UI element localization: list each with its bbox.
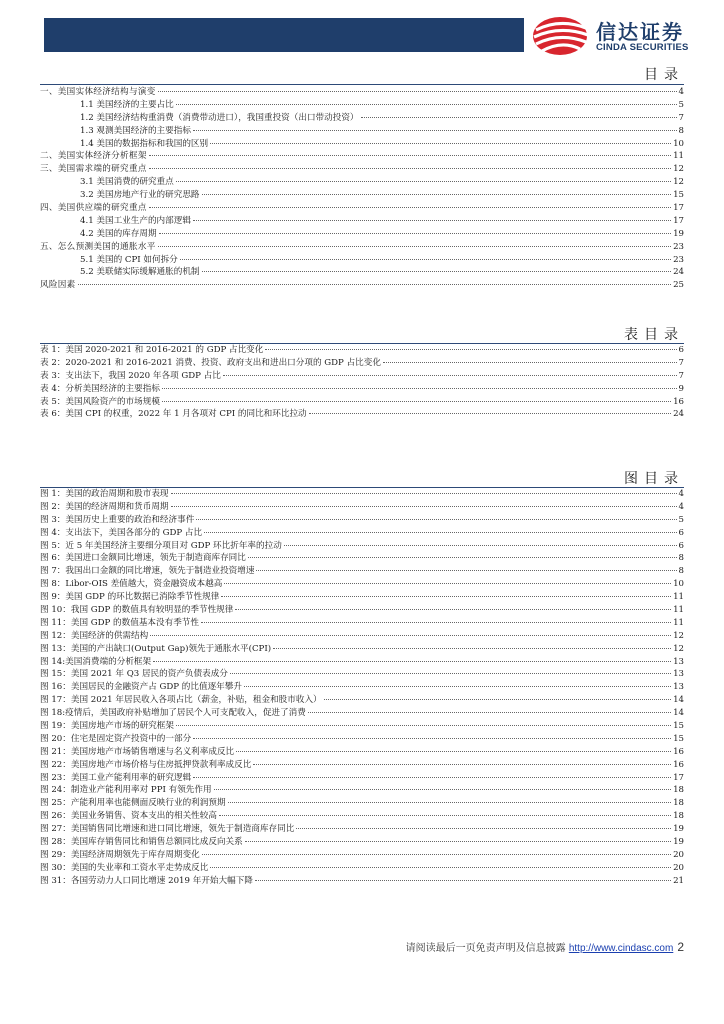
- table-entry-label: 表 2：2020-2021 和 2016-2021 消费、投资、政府支出和进出口分项的 GDP 占比变化: [40, 357, 381, 368]
- figure-entry-label: 图 18:疫情后，美国政府补贴增加了居民个人可支配收入，促进了消费: [40, 708, 306, 719]
- dot-leader: [221, 596, 671, 597]
- figure-entry-label: 图 17：美国 2021 年居民收入各项占比（薪金，补贴，租金和股市收入）: [40, 695, 322, 706]
- figure-entry-label: 图 25：产能利用率也能侧面反映行业的利润预期: [40, 798, 226, 809]
- brand-cn: 信达证券: [596, 20, 684, 44]
- toc-entry[interactable]: [40, 138, 684, 151]
- footer: [406, 939, 684, 954]
- figure-entry[interactable]: [40, 707, 684, 720]
- page-number: 2: [677, 940, 684, 954]
- dot-leader: [245, 841, 671, 842]
- figure-entry-label: 图 9：美国 GDP 的环比数据已消除季节性规律: [40, 592, 220, 603]
- table-entry-page: 16: [673, 396, 684, 407]
- dot-leader: [202, 271, 672, 272]
- toc-entry-page: 23: [673, 241, 684, 252]
- dot-leader: [193, 220, 671, 221]
- figure-entry[interactable]: [40, 501, 684, 514]
- figure-entry[interactable]: [40, 875, 684, 888]
- dot-leader: [253, 764, 671, 765]
- toc-entry[interactable]: [40, 150, 684, 163]
- toc-entry-page: 15: [673, 190, 684, 201]
- dot-leader: [149, 168, 671, 169]
- toc-entry-label: 三、美国需求端的研究重点: [40, 164, 147, 175]
- figure-entry[interactable]: [40, 823, 684, 836]
- figure-entry-page: 15: [673, 733, 684, 744]
- figure-entry[interactable]: [40, 565, 684, 578]
- figure-entry-label: 图 8：Libor-OIS 差值越大，资金融资成本越高: [40, 579, 223, 590]
- toc-entry-page: 12: [673, 164, 684, 175]
- toc-entry[interactable]: [40, 266, 684, 279]
- figure-entry-label: 图 24：制造业产能利用率对 PPI 有领先作用: [40, 785, 212, 796]
- figure-entry-page: 6: [678, 527, 684, 538]
- figure-entry-label: 图 7：我国出口金额的同比增速，领先于制造业投资增速: [40, 566, 255, 577]
- figure-entry-page: 19: [673, 837, 684, 848]
- dot-leader: [236, 751, 671, 752]
- figure-entry-page: 17: [673, 772, 684, 783]
- figure-entry-page: 13: [673, 656, 684, 667]
- figure-entry-label: 图 28：美国库存销售同比和销售总额同比成反向关系: [40, 837, 243, 848]
- dot-leader: [159, 233, 672, 234]
- table-entry-label: 表 5：美国风险资产的市场规模: [40, 396, 160, 407]
- figure-entry[interactable]: [40, 681, 684, 694]
- toc-entry[interactable]: [40, 163, 684, 176]
- dot-leader: [210, 143, 671, 144]
- dot-leader: [210, 867, 671, 868]
- table-entry-page: 9: [678, 383, 684, 394]
- table-entry[interactable]: [40, 396, 684, 409]
- dot-leader: [78, 284, 671, 285]
- toc-entry-page: 4: [678, 87, 684, 97]
- table-entry-page: 7: [678, 370, 684, 381]
- figure-entry[interactable]: [40, 694, 684, 707]
- dot-leader: [196, 519, 676, 520]
- toc-entry[interactable]: [40, 202, 684, 215]
- toc-entry-page: 12: [673, 177, 684, 188]
- dot-leader: [149, 155, 671, 156]
- dot-leader: [228, 802, 672, 803]
- figure-entry-page: 10: [673, 579, 684, 590]
- figure-entry[interactable]: [40, 643, 684, 656]
- figure-entry-label: 图 31：各国劳动力人口同比增速 2019 年开始大幅下降: [40, 875, 253, 886]
- figure-entry[interactable]: [40, 862, 684, 875]
- dot-leader: [256, 570, 676, 571]
- tables-title: 表目录: [624, 327, 684, 343]
- figure-entry[interactable]: [40, 810, 684, 823]
- dot-leader: [235, 609, 671, 610]
- figure-entry-label: 图 29：美国经济周期领先于库存周期变化: [40, 849, 200, 860]
- figure-entry[interactable]: [40, 759, 684, 772]
- table-entry-label: 表 4：分析美国经济的主要指标: [40, 383, 160, 394]
- figure-entry-page: 18: [673, 785, 684, 796]
- figure-entry[interactable]: [40, 514, 684, 527]
- figure-entry-page: 16: [673, 746, 684, 757]
- figure-entry-page: 8: [678, 553, 684, 564]
- tables-list: [40, 344, 684, 421]
- dot-leader: [193, 738, 671, 739]
- figure-entry-page: 20: [673, 862, 684, 873]
- figure-entry[interactable]: [40, 578, 684, 591]
- dot-leader: [230, 673, 671, 674]
- toc-entry-label: 4.2 美国的库存周期: [80, 228, 157, 239]
- dot-leader: [150, 635, 671, 636]
- toc-entry-label: 1.2 美国经济结构重消费（消费带动进口），我国重投资（出口带动投资）: [80, 112, 359, 123]
- figure-entry[interactable]: [40, 630, 684, 643]
- dot-leader: [149, 207, 671, 208]
- figure-entry-page: 11: [673, 605, 684, 616]
- dot-leader: [265, 349, 676, 350]
- toc-entry-label: 四、美国供应端的研究重点: [40, 203, 147, 214]
- toc-entry[interactable]: [40, 241, 684, 254]
- figure-entry-page: 5: [678, 514, 684, 525]
- dot-leader: [296, 828, 671, 829]
- toc-entry-page: 23: [673, 254, 684, 265]
- figure-entry-page: 11: [673, 617, 684, 628]
- dot-leader: [171, 493, 677, 494]
- figure-entry[interactable]: [40, 617, 684, 630]
- table-entry-label: 表 3：支出法下，我国 2020 年各项 GDP 占比: [40, 370, 221, 381]
- figure-entry-label: 图 26：美国业务销售、资本支出的相关性较高: [40, 811, 217, 822]
- dot-leader: [361, 117, 677, 118]
- figure-entry-page: 15: [673, 721, 684, 732]
- dot-leader: [158, 91, 677, 92]
- figure-entry-label: 图 5：近 5 年美国经济主要细分项目对 GDP 环比折年率的拉动: [40, 540, 282, 551]
- dot-leader: [158, 246, 671, 247]
- dot-leader: [193, 777, 671, 778]
- toc-entry[interactable]: [40, 254, 684, 267]
- figure-entry[interactable]: [40, 784, 684, 797]
- toc-entry-page: 19: [673, 228, 684, 239]
- toc-entry-label: 五、怎么预测美国的通胀水平: [40, 241, 156, 252]
- dot-leader: [244, 686, 671, 687]
- figure-entry-label: 图 14:美国消费端的分析框架: [40, 656, 152, 667]
- table-entry[interactable]: [40, 344, 684, 357]
- toc-entry-page: 25: [673, 280, 684, 291]
- figures-title: 图目录: [624, 471, 684, 487]
- figure-entry-label: 图 23：美国工业产能利用率的研究逻辑: [40, 772, 192, 783]
- figure-entry-page: 6: [678, 540, 684, 551]
- figure-entry-page: 18: [673, 811, 684, 822]
- figure-entry[interactable]: [40, 746, 684, 759]
- figure-entry[interactable]: [40, 552, 684, 565]
- figure-entry-label: 图 1：美国的政治周期和股市表现: [40, 489, 169, 499]
- figure-entry-page: 8: [678, 566, 684, 577]
- table-entry[interactable]: [40, 370, 684, 383]
- dot-leader: [255, 880, 671, 881]
- dot-leader: [273, 648, 671, 649]
- toc-entry-label: 一、美国实体经济结构与演变: [40, 87, 156, 97]
- toc-entry[interactable]: [40, 112, 684, 125]
- header-bar: [44, 18, 524, 52]
- toc-entry-label: 1.4 美国的数据指标和我国的区别: [80, 138, 209, 149]
- figure-entry-label: 图 3：美国历史上重要的政治和经济事件: [40, 514, 195, 525]
- toc-entry-page: 11: [673, 151, 684, 162]
- dot-leader: [224, 583, 671, 584]
- toc-entry-label: 1.1 美国经济的主要占比: [80, 99, 174, 110]
- toc-entry-page: 17: [673, 215, 684, 226]
- figure-entry[interactable]: [40, 604, 684, 617]
- figure-entry[interactable]: [40, 836, 684, 849]
- dot-leader: [193, 130, 677, 131]
- figure-entry-page: 18: [673, 798, 684, 809]
- dot-leader: [308, 712, 671, 713]
- toc-entry[interactable]: [40, 228, 684, 241]
- cinda-logo: [530, 14, 710, 58]
- toc-entry[interactable]: [40, 279, 684, 292]
- figure-entry-label: 图 4：支出法下，美国各部分的 GDP 占比: [40, 527, 203, 538]
- website-link[interactable]: http://www.cindasc.com: [568, 943, 674, 954]
- toc-entry[interactable]: [40, 99, 684, 112]
- figure-entry[interactable]: [40, 733, 684, 746]
- dot-leader: [223, 375, 677, 376]
- figure-entry-page: 14: [673, 708, 684, 719]
- toc-entry-label: 5.2 美联储实际缓解通胀的机制: [80, 267, 200, 278]
- toc-entry-page: 10: [673, 138, 684, 149]
- toc-entry[interactable]: [40, 189, 684, 202]
- figure-entry-page: 11: [673, 592, 684, 603]
- dot-leader: [201, 622, 671, 623]
- figure-entry-page: 12: [673, 630, 684, 641]
- toc-entry-label: 4.1 美国工业生产的内部逻辑: [80, 215, 191, 226]
- toc-entry-label: 3.2 美国房地产行业的研究思路: [80, 190, 200, 201]
- dot-leader: [180, 259, 671, 260]
- figure-entry-label: 图 10：我国 GDP 的数值具有较明显的季节性规律: [40, 605, 234, 616]
- dot-leader: [162, 388, 677, 389]
- dot-leader: [324, 699, 671, 700]
- table-entry-page: 7: [678, 357, 684, 368]
- toc-entry-label: 5.1 美国的 CPI 如何拆分: [80, 254, 178, 265]
- toc-entry-page: 24: [673, 267, 684, 278]
- dot-leader: [176, 725, 671, 726]
- toc-entry[interactable]: [40, 86, 684, 99]
- cinda-logo-icon: [530, 14, 592, 58]
- table-entry-label: 表 6：美国 CPI 的权重，2022 年 1 月各项对 CPI 的同比和环比拉动: [40, 409, 307, 420]
- toc-entry[interactable]: [40, 176, 684, 189]
- figure-entry-page: 12: [673, 643, 684, 654]
- figure-entry-label: 图 21：美国房地产市场销售增速与名义利率成反比: [40, 746, 235, 757]
- figure-entry-label: 图 13：美国的产出缺口(Output Gap)领先于通胀水平(CPI): [40, 643, 272, 654]
- figure-entry[interactable]: [40, 488, 684, 501]
- figure-entry[interactable]: [40, 772, 684, 785]
- dot-leader: [202, 854, 671, 855]
- toc-entry[interactable]: [40, 215, 684, 228]
- dot-leader: [162, 401, 671, 402]
- dot-leader: [219, 815, 671, 816]
- figure-entry-page: 21: [673, 875, 684, 886]
- dot-leader: [153, 661, 671, 662]
- figure-entry-label: 图 6：美国进口金额同比增速，领先于制造商库存同比: [40, 553, 246, 564]
- figure-entry[interactable]: [40, 849, 684, 862]
- figure-entry[interactable]: [40, 527, 684, 540]
- figure-entry-label: 图 20：住宅是固定资产投资中的一部分: [40, 733, 192, 744]
- figure-entry-page: 16: [673, 759, 684, 770]
- figure-entry[interactable]: [40, 656, 684, 669]
- toc-entry-label: 二、美国实体经济分析框架: [40, 151, 147, 162]
- figure-entry-label: 图 16：美国居民的金融资产占 GDP 的比值逐年攀升: [40, 682, 242, 693]
- figure-entry-label: 图 11：美国 GDP 的数值基本没有季节性: [40, 617, 199, 628]
- toc-entry-page: 17: [673, 203, 684, 214]
- dot-leader: [383, 362, 677, 363]
- figure-entry-label: 图 22：美国房地产市场价格与住房抵押贷款利率成反比: [40, 759, 252, 770]
- figure-entry-page: 4: [678, 489, 684, 499]
- figure-entry-page: 14: [673, 695, 684, 706]
- figure-entry-label: 图 12：美国经济的供需结构: [40, 630, 149, 641]
- figure-entry-label: 图 15：美国 2021 年 Q3 居民的资产负债表成分: [40, 669, 228, 680]
- figure-entry-label: 图 19：美国房地产市场的研究框架: [40, 721, 174, 732]
- toc-entry-label: 1.3 观测美国经济的主要指标: [80, 125, 191, 136]
- figure-entry[interactable]: [40, 591, 684, 604]
- toc-entry-label: 3.1 美国消费的研究重点: [80, 177, 174, 188]
- table-entry-label: 表 1：美国 2020-2021 和 2016-2021 的 GDP 占比变化: [40, 345, 264, 355]
- dot-leader: [202, 194, 672, 195]
- figure-entry-page: 20: [673, 849, 684, 860]
- table-entry[interactable]: [40, 383, 684, 396]
- dot-leader: [309, 413, 671, 414]
- figure-entry[interactable]: [40, 720, 684, 733]
- toc-list: [40, 86, 684, 292]
- figure-entry-page: 4: [678, 501, 684, 512]
- toc-entry-page: 5: [678, 99, 684, 110]
- figure-entry[interactable]: [40, 797, 684, 810]
- brand-en: CINDA SECURITIES: [596, 42, 689, 53]
- toc-rule: [40, 84, 684, 85]
- toc-entry[interactable]: [40, 125, 684, 138]
- figure-entry-page: 13: [673, 682, 684, 693]
- table-entry[interactable]: [40, 408, 684, 421]
- toc-title: 目录: [644, 67, 684, 83]
- figure-entry[interactable]: [40, 668, 684, 681]
- dot-leader: [214, 789, 671, 790]
- figure-entry-page: 19: [673, 824, 684, 835]
- dot-leader: [176, 181, 671, 182]
- dot-leader: [284, 545, 677, 546]
- toc-entry-page: 7: [678, 112, 684, 123]
- figures-list: [40, 488, 684, 888]
- table-entry-page: 6: [678, 345, 684, 355]
- figure-entry-label: 图 2：美国的经济周期和货币周期: [40, 501, 169, 512]
- table-entry-page: 24: [673, 409, 684, 420]
- disclaimer-text: 请阅读最后一页免责声明及信息披露: [405, 943, 569, 954]
- figure-entry[interactable]: [40, 540, 684, 553]
- dot-leader: [176, 104, 677, 105]
- toc-entry-label: 风险因素: [40, 280, 76, 291]
- dot-leader: [204, 532, 676, 533]
- figure-entry-label: 图 27：美国销售同比增速和进口同比增速，领先于制造商库存同比: [40, 824, 295, 835]
- figure-entry-page: 13: [673, 669, 684, 680]
- dot-leader: [171, 506, 677, 507]
- toc-entry-page: 8: [678, 125, 684, 136]
- table-entry[interactable]: [40, 357, 684, 370]
- figure-entry-label: 图 30：美国的失业率和工资水平走势成反比: [40, 862, 209, 873]
- dot-leader: [248, 557, 677, 558]
